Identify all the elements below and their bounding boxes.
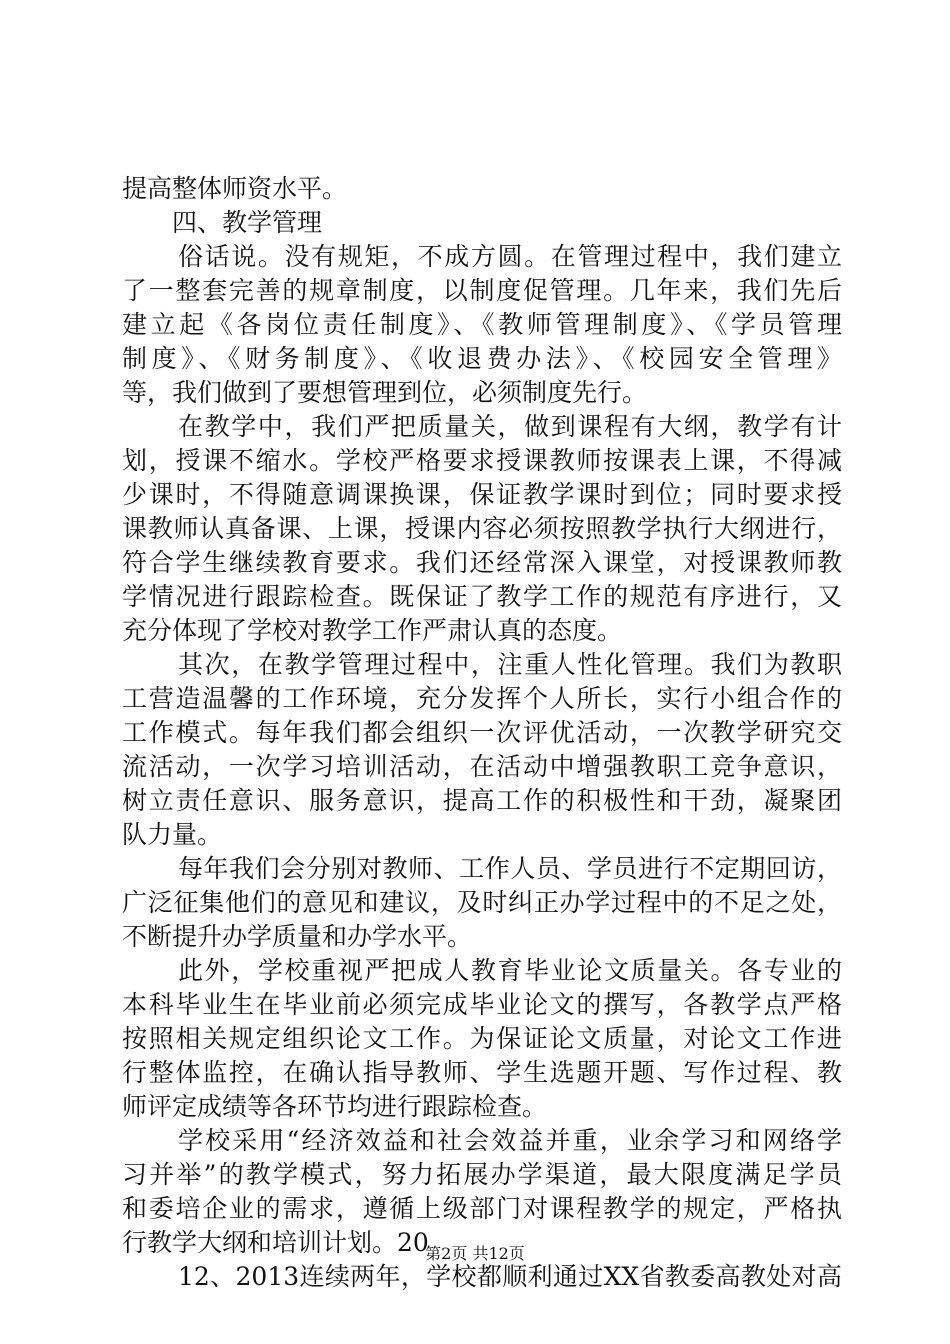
text-line: 符合学生继续教育要求。我们还经常深入课堂，对授课教师教 (122, 548, 842, 577)
text-line: 制度》、《财务制度》、《收退费办法》、《校园安全管理》 (122, 344, 842, 373)
text-line: 建立起《各岗位责任制度》、《教师管理制度》、《学员管理 (122, 310, 842, 339)
text-line: 和委培企业的需求，遵循上级部门对课程教学的规定，严格执 (122, 1194, 842, 1223)
text-line: 每年我们会分别对教师、工作人员、学员进行不定期回访， (178, 854, 842, 883)
text-line: 工营造温馨的工作环境，充分发挥个人所长，实行小组合作的 (122, 684, 842, 713)
text-line: 行教学大纲和培训计划。20 (122, 1228, 429, 1257)
text-line: 行整体监控，在确认指导教师、学生选题开题、写作过程、教 (122, 1058, 842, 1087)
text-line: 此外，学校重视严把成人教育毕业论文质量关。各专业的 (178, 956, 842, 985)
text-line: 少课时，不得随意调课换课，保证教学课时到位；同时要求授 (122, 480, 842, 509)
text-line: 习并举”的教学模式，努力拓展办学渠道，最大限度满足学员 (122, 1160, 842, 1189)
text-line: 流活动，一次学习培训活动，在活动中增强教职工竞争意识， (122, 752, 842, 781)
text-line: 提高整体师资水平。 (122, 174, 348, 203)
document-body (122, 172, 842, 1294)
text-line: 了一整套完善的规章制度，以制度促管理。几年来，我们先后 (122, 276, 842, 305)
section-heading: 四、教学管理 (172, 208, 323, 237)
text-line: 课教师认真备课、上课，授课内容必须按照教学执行大纲进行， (122, 514, 842, 543)
text-line: 学情况进行跟踪检查。既保证了教学工作的规范有序进行，又 (122, 582, 842, 611)
text-line: 12、2013连续两年，学校都顺利通过XX省教委高教处对高 (178, 1262, 842, 1291)
text-line: 师评定成绩等各环节均进行跟踪检查。 (122, 1092, 548, 1121)
text-line: 其次，在教学管理过程中，注重人性化管理。我们为教职 (178, 650, 842, 679)
text-line: 等，我们做到了要想管理到位，必须制度先行。 (122, 378, 648, 407)
text-line: 在教学中，我们严把质量关，做到课程有大纲，教学有计 (178, 412, 842, 441)
text-line: 树立责任意识、服务意识，提高工作的积极性和干劲，凝聚团 (122, 786, 842, 815)
text-line: 俗话说。没有规矩，不成方圆。在管理过程中，我们建立 (178, 242, 842, 271)
text-line: 队力量。 (122, 820, 223, 849)
text-line: 划，授课不缩水。学校严格要求授课教师按课表上课，不得减 (122, 446, 842, 475)
text-line: 工作模式。每年我们都会组织一次评优活动，一次教学研究交 (122, 718, 842, 747)
text-line: 学校采用“经济效益和社会效益并重，业余学习和网络学 (178, 1126, 842, 1155)
text-line: 本科毕业生在毕业前必须完成毕业论文的撰写，各教学点严格 (122, 990, 842, 1019)
page-number-footer: 第2页 共12页 (425, 1244, 525, 1263)
text-line: 不断提升办学质量和办学水平。 (122, 922, 473, 951)
text-line: 充分体现了学校对教学工作严肃认真的态度。 (122, 616, 623, 645)
text-line: 按照相关规定组织论文工作。为保证论文质量，对论文工作进 (122, 1024, 842, 1053)
text-line: 广泛征集他们的意见和建议，及时纠正办学过程中的不足之处， (122, 888, 842, 917)
